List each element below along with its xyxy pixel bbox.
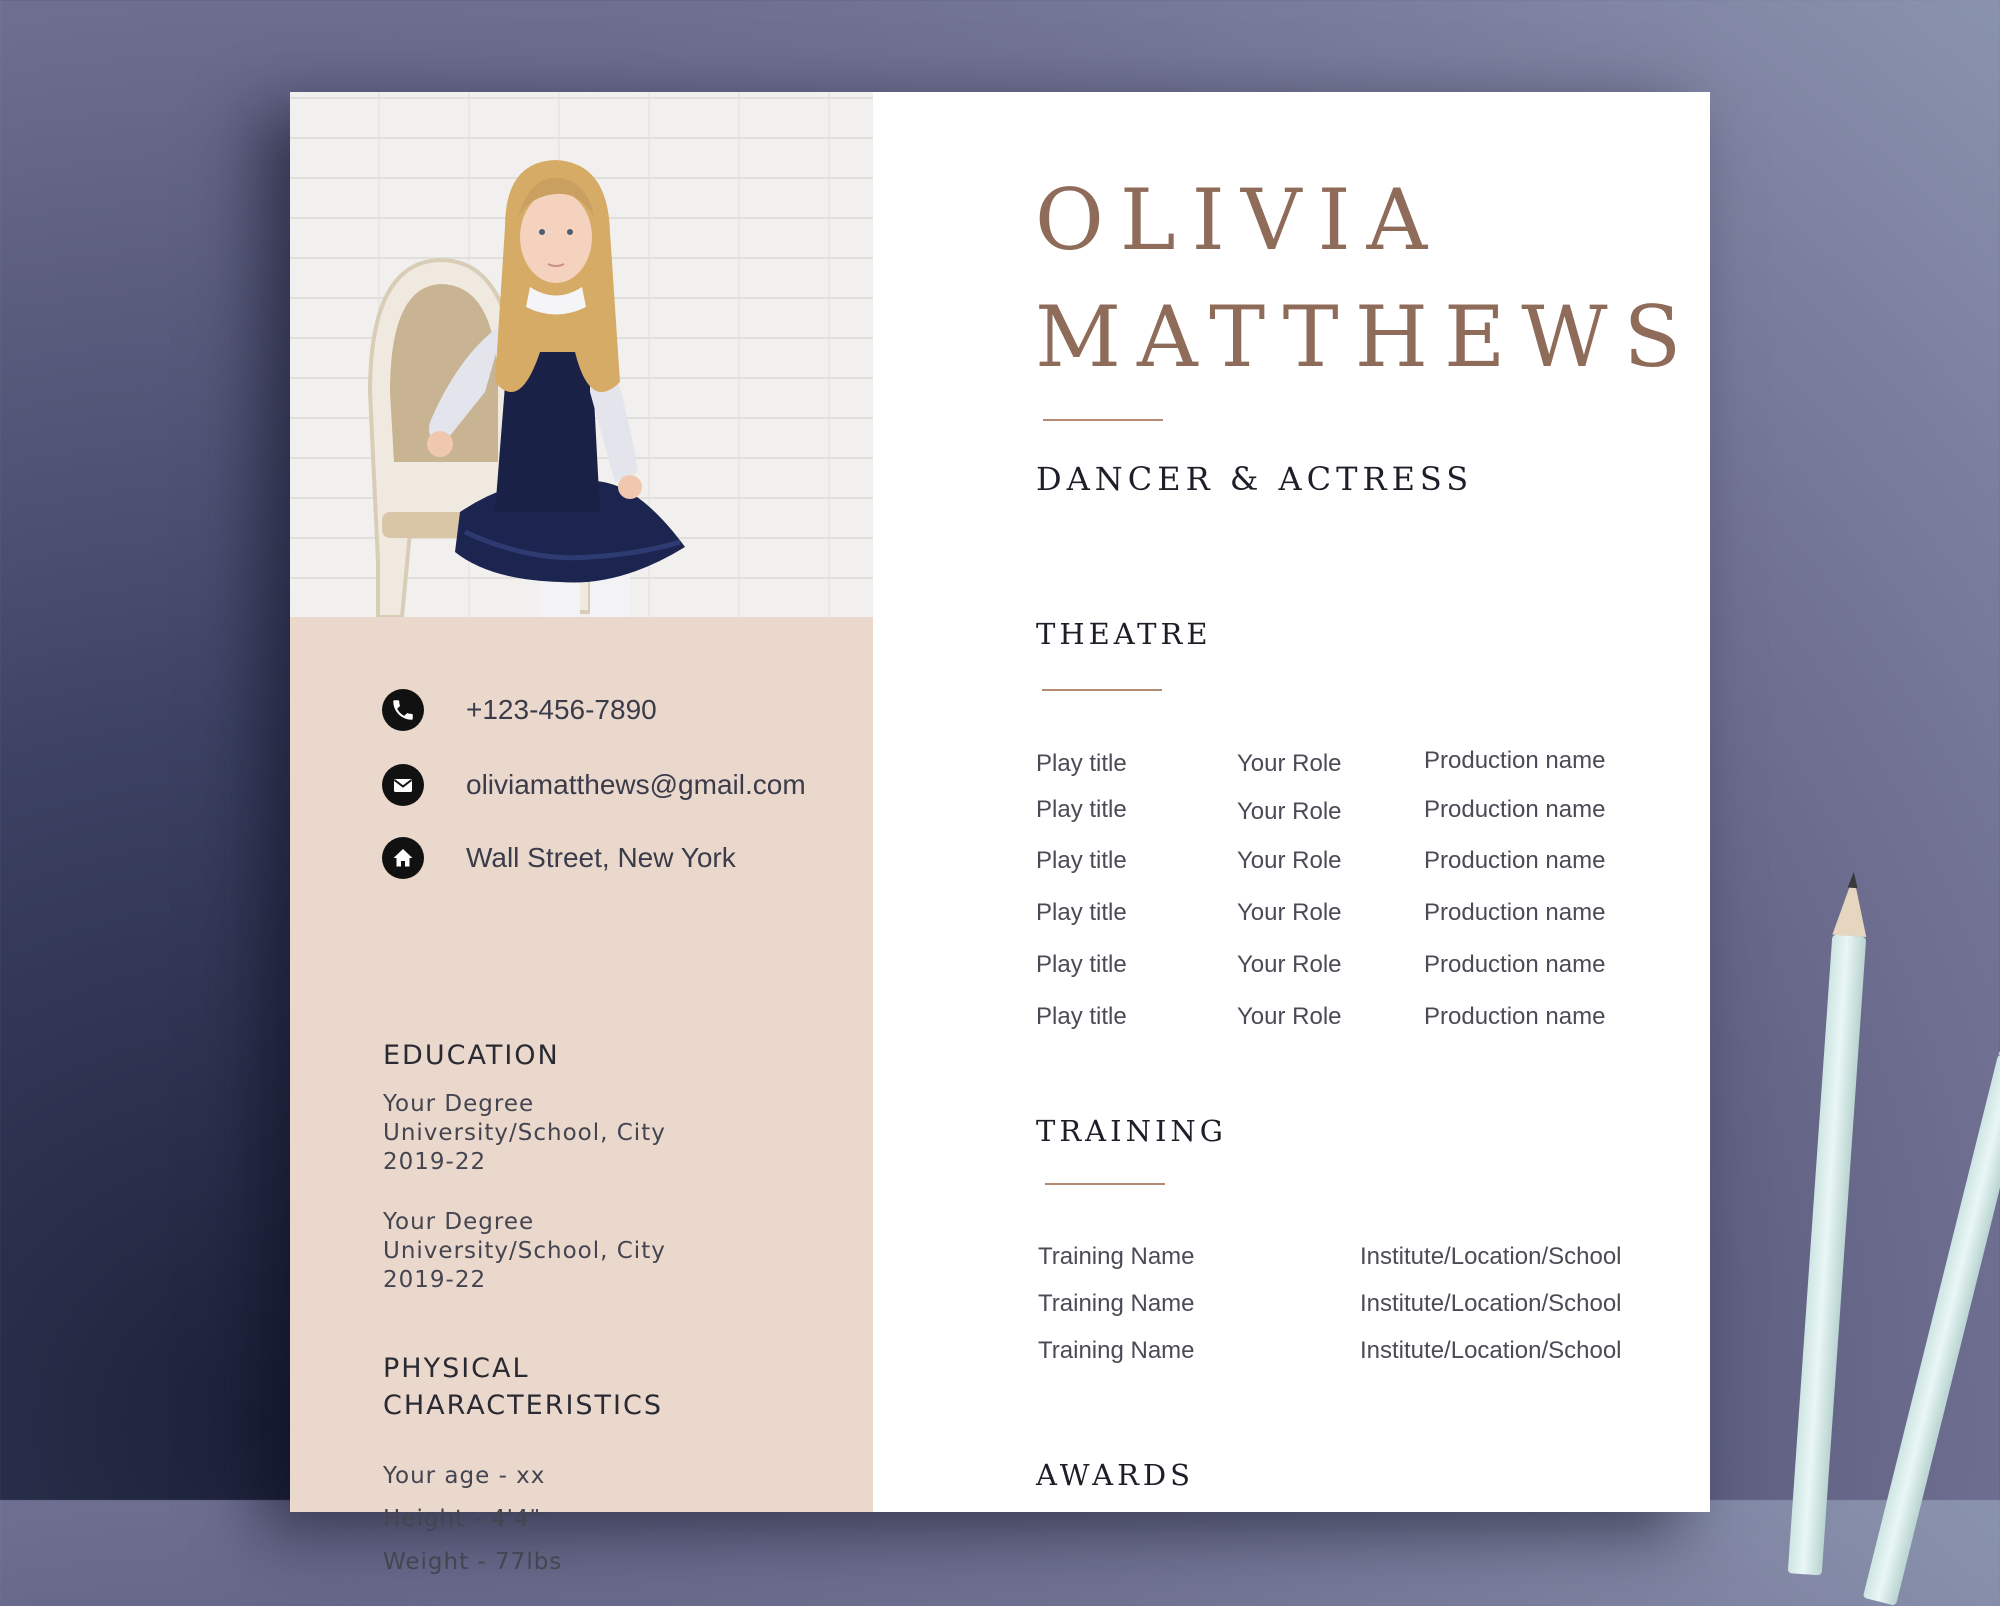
street-address: Wall Street, New York: [466, 842, 736, 873]
physical-age: Your age - xx: [383, 1463, 546, 1489]
awards-heading: AWARDS: [1036, 1458, 1195, 1492]
divider: [1043, 419, 1163, 421]
job-title: DANCER & ACTRESS: [1036, 460, 1474, 498]
physical-heading: PHYSICAL CHARACTERISTICS: [383, 1353, 664, 1421]
right-panel: OLIVIA MATTHEWS DANCER & ACTRESS THEATRE Play title Your Role Production name Play title Your Role Production name Play title Your Role Production name Play title Your Role Production name Play title Your Role Production name Play title Your Role Production name TRAINING Training Name Institute/Location/School Training Name Institute/Location/School Training Name Institute/Location/School AWARDS: [873, 92, 1710, 1512]
training-heading: TRAINING: [1036, 1114, 1227, 1148]
profile-photo: [290, 92, 873, 617]
pencil-decoration: [1788, 935, 1867, 1576]
pencil-decoration: [1863, 1054, 2000, 1606]
physical-height: Height - 4'4": [383, 1506, 542, 1532]
left-panel: [290, 92, 873, 1575]
divider: [1042, 689, 1162, 691]
home-icon: [382, 837, 424, 879]
last-name: MATTHEWS: [1035, 288, 1698, 386]
first-name: OLIVIA: [1035, 171, 1444, 269]
phone-number: +123-456-7890: [466, 694, 657, 725]
education-entry: Your Degree University/School, City 2019-22: [383, 1209, 666, 1293]
contact-address[interactable]: [382, 837, 736, 879]
education-heading: EDUCATION: [383, 1040, 560, 1071]
phone-icon: [382, 689, 424, 731]
theatre-heading: THEATRE: [1036, 617, 1212, 651]
education-entry: Your Degree University/School, City 2019-22: [383, 1091, 666, 1175]
contact-phone[interactable]: [382, 689, 657, 731]
mail-icon: [382, 764, 424, 806]
contact-email[interactable]: [382, 764, 806, 806]
physical-weight: Weight - 77lbs: [383, 1549, 563, 1575]
divider: [1045, 1183, 1165, 1185]
email-address: oliviamatthews@gmail.com: [466, 769, 806, 800]
resume-sheet: [290, 92, 1710, 1575]
